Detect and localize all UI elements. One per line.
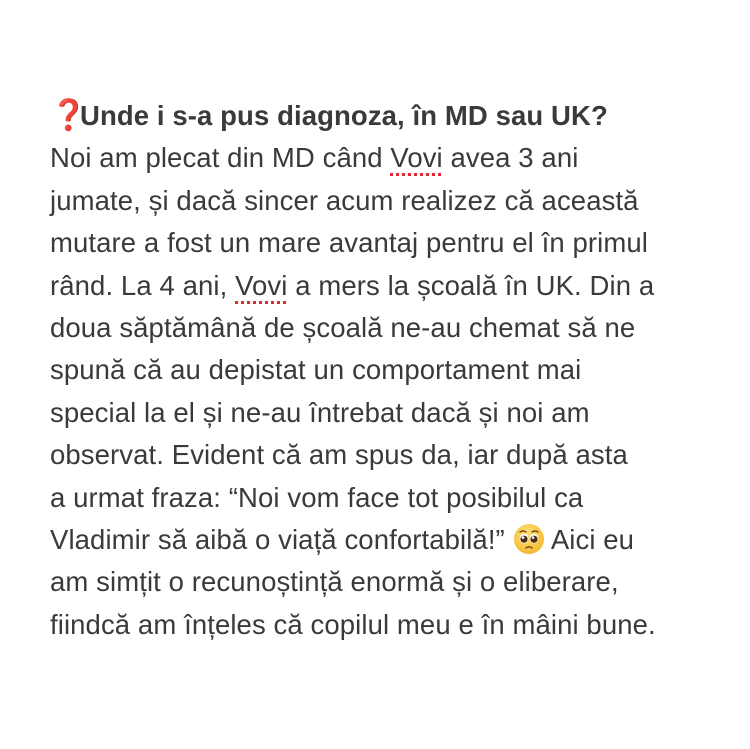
- question-mark-icon: ❓: [50, 99, 88, 132]
- pleading-face-icon: [513, 523, 545, 555]
- text-line-11: am simțit o recunoștință enormă și o eliberare,: [50, 566, 619, 598]
- text-line-5: doua săptămână de școală ne-au chemat să ne: [50, 312, 636, 344]
- text-line-12: fiindcă am înțeles că copilul meu e în mâini bune.: [50, 608, 656, 640]
- text-segment: Noi am plecat din MD când: [50, 142, 391, 174]
- text-line-2: jumate, și dacă sincer acum realizez că această: [50, 184, 639, 216]
- text-line-10: [50, 519, 730, 561]
- text-segment: Vladimir să aibă o viață confortabilă!”: [50, 524, 505, 556]
- misspelled-word[interactable]: Vovi: [235, 269, 288, 301]
- misspelled-word[interactable]: Vovi: [390, 142, 443, 174]
- text-line-1: [50, 137, 730, 179]
- text-line-8: observat. Evident că am spus da, iar după asta: [50, 439, 628, 471]
- text-segment: a mers la școală în UK. Din a: [287, 269, 655, 301]
- question-text: Unde i s-a pus diagnoza, în MD sau UK?: [80, 100, 608, 131]
- text-line-9: a urmat fraza: “Noi vom face tot posibilul ca: [50, 481, 584, 513]
- text-line-6: spună că au depistat un comportament mai: [50, 354, 582, 386]
- text-line-7: special la el și ne-au întrebat dacă și noi am: [50, 396, 590, 428]
- text-line-4: [50, 265, 730, 307]
- text-segment: avea 3 ani: [442, 142, 579, 174]
- text-line-3: mutare a fost un mare avantaj pentru el în primul: [50, 227, 648, 259]
- note-body: [50, 95, 730, 646]
- text-segment: Aici eu: [550, 524, 635, 556]
- text-segment: rând. La 4 ani,: [50, 269, 236, 301]
- question-heading: [50, 95, 730, 137]
